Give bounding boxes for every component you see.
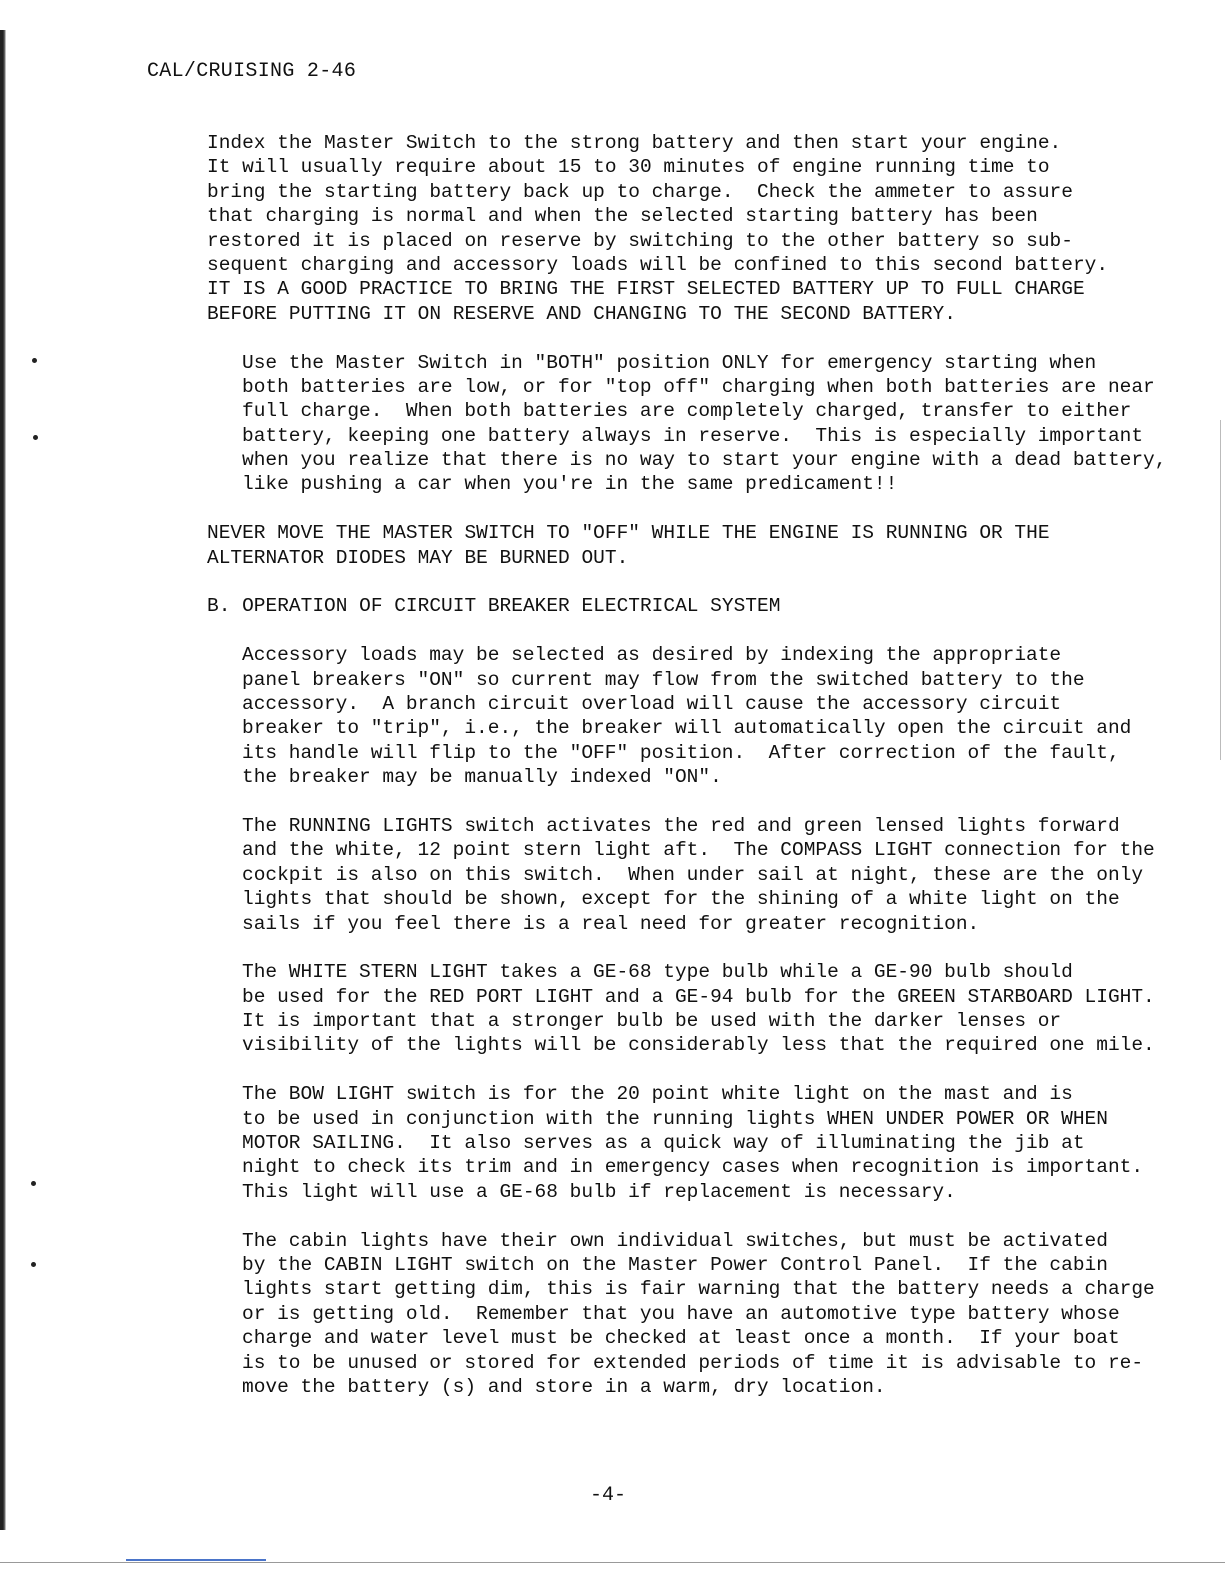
text-line: B. OPERATION OF CIRCUIT BREAKER ELECTRICAL SYSTEM [207,595,781,618]
text-line: sails if you feel there is a real need for greater recognition. [242,912,980,935]
text-line: like pushing a car when you're in the same predicament!! [242,473,898,496]
text-line: ALTERNATOR DIODES MAY BE BURNED OUT. [207,546,629,569]
text-line: or is getting old. Remember that you have an automotive type battery whose [242,1302,1120,1325]
paragraph [207,351,1167,497]
scan-bottom-edge [0,1562,1225,1563]
text-line: night to check its trim and in emergency cases when recognition is important. [242,1156,1144,1179]
scan-bottom-mark [126,1559,266,1561]
page-header: CAL/CRUISING 2-46 [147,60,357,83]
paragraph [207,1229,1167,1400]
text-line: Accessory loads may be selected as desired by indexing the appropriate [242,644,1062,667]
text-line: is to be unused or stored for extended periods of time it is advisable to re- [242,1351,1144,1374]
text-line: battery, keeping one battery always in reserve. This is especially important [242,424,1144,447]
paragraph [207,814,1167,936]
text-line: IT IS A GOOD PRACTICE TO BRING THE FIRST SELECTED BATTERY UP TO FULL CHARGE [207,278,1085,301]
text-line: both batteries are low, or for "top off" charging when both batteries are near [242,375,1155,398]
text-line: This light will use a GE-68 bulb if replacement is necessary. [242,1180,956,1203]
document-body [207,131,1167,1424]
scan-left-edge [0,30,6,1530]
text-line: be used for the RED PORT LIGHT and a GE-94 bulb for the GREEN STARBOARD LIGHT. [242,985,1155,1008]
scan-right-edge [1220,420,1221,760]
text-line: move the battery (s) and store in a warm, dry location. [242,1375,886,1398]
text-line: accessory. A branch circuit overload will cause the accessory circuit [242,692,1062,715]
text-line: NEVER MOVE THE MASTER SWITCH TO "OFF" WHILE THE ENGINE IS RUNNING OR THE [207,522,1050,545]
text-line: when you realize that there is no way to start your engine with a dead battery, [242,449,1167,472]
paragraph [207,1082,1167,1204]
text-line: and the white, 12 point stern light aft. The COMPASS LIGHT connection for the [242,839,1155,862]
text-line: It is important that a stronger bulb be used with the darker lenses or [242,1010,1062,1033]
text-line: BEFORE PUTTING IT ON RESERVE AND CHANGING TO THE SECOND BATTERY. [207,302,956,325]
text-line: sequent charging and accessory loads will be confined to this second battery. [207,253,1109,276]
page-number: -4- [590,1484,627,1507]
paragraph [207,521,1167,570]
text-line: MOTOR SAILING. It also serves as a quick way of illuminating the jib at [242,1132,1085,1155]
text-line: charge and water level must be checked at least once a month. If your boat [242,1327,1120,1350]
text-line: Index the Master Switch to the strong battery and then start your engine. [207,132,1062,154]
text-line: The RUNNING LIGHTS switch activates the red and green lensed lights forward [242,814,1120,837]
text-line: visibility of the lights will be considerably less that the required one mile. [242,1034,1155,1057]
margin-mark [31,1181,36,1186]
margin-mark [31,1262,36,1267]
text-line: breaker to "trip", i.e., the breaker will automatically open the circuit and [242,717,1132,740]
text-line: the breaker may be manually indexed "ON". [242,766,722,789]
text-line: lights start getting dim, this is fair warning that the battery needs a charge [242,1278,1155,1301]
margin-mark [33,435,38,440]
text-line: by the CABIN LIGHT switch on the Master Power Control Panel. If the cabin [242,1253,1108,1276]
text-line: to be used in conjunction with the running lights WHEN UNDER POWER OR WHEN [242,1107,1108,1130]
text-line: It will usually require about 15 to 30 minutes of engine running time to [207,156,1050,179]
text-line: The WHITE STERN LIGHT takes a GE-68 type bulb while a GE-90 bulb should [242,961,1073,984]
text-line: cockpit is also on this switch. When under sail at night, these are the only [242,863,1144,886]
paragraph [207,960,1167,1058]
margin-mark [32,358,37,363]
text-line: that charging is normal and when the selected starting battery has been [207,205,1038,228]
text-line: bring the starting battery back up to charge. Check the ammeter to assure [207,180,1073,203]
text-line: full charge. When both batteries are completely charged, transfer to either [242,400,1132,423]
text-line: its handle will flip to the "OFF" position. After correction of the fault, [242,741,1120,764]
paragraph [207,131,1167,326]
text-line: panel breakers "ON" so current may flow from the switched battery to the [242,668,1085,691]
paragraph [207,594,1167,618]
text-line: lights that should be shown, except for the shining of a white light on the [242,888,1120,911]
text-line: The BOW LIGHT switch is for the 20 point white light on the mast and is [242,1083,1073,1106]
paragraph [207,643,1167,789]
text-line: Use the Master Switch in "BOTH" position ONLY for emergency starting when [242,351,1097,374]
text-line: restored it is placed on reserve by switching to the other battery so sub- [207,229,1073,252]
text-line: The cabin lights have their own individual switches, but must be activated [242,1229,1108,1252]
